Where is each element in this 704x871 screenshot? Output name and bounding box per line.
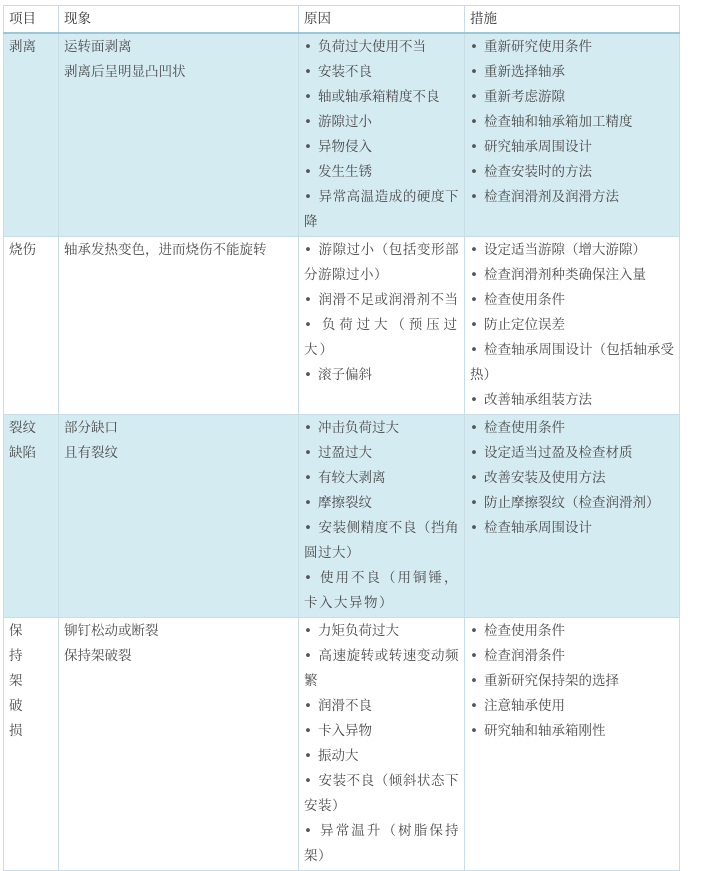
header-cause: 原因 — [299, 6, 465, 34]
measure-item: • 检查润滑剂种类确保注入量 — [470, 263, 674, 288]
table-row — [4, 33, 680, 237]
cause-item: • 摩擦裂纹 — [304, 491, 459, 516]
measure-item: • 检查安装时的方法 — [470, 160, 674, 185]
cause-item: • 有较大剥离 — [304, 466, 459, 491]
cause-item: • 冲击负荷过大 — [304, 416, 459, 441]
row-measures — [465, 33, 680, 237]
measure-item: • 重新研究使用条件 — [470, 35, 674, 60]
cause-item: • 负荷过大（预压过大） — [304, 313, 459, 363]
row-phenomena — [59, 415, 299, 618]
measure-item: • 检查使用条件 — [470, 619, 674, 644]
phenomenon-text: 部分缺口 — [64, 420, 118, 436]
row-causes — [299, 618, 465, 871]
header-item: 项目 — [4, 6, 59, 34]
row-measures — [465, 237, 680, 415]
phenomenon-text: 铆钉松动或断裂 — [64, 623, 159, 639]
measure-item: • 设定适当游隙（增大游隙） — [470, 238, 674, 263]
cause-item: • 过盈过大 — [304, 441, 459, 466]
row-item: 保持架破损 — [4, 618, 59, 871]
cause-item: • 异物侵入 — [304, 135, 459, 160]
row-causes — [299, 237, 465, 415]
cause-item: • 力矩负荷过大 — [304, 619, 459, 644]
cause-item: • 高速旋转或转速变动频繁 — [304, 644, 459, 694]
cause-item: • 润滑不良 — [304, 694, 459, 719]
row-phenomena — [59, 33, 299, 237]
measure-item: • 检查轴承周围设计 — [470, 516, 674, 541]
row-measures — [465, 415, 680, 618]
measure-item: • 研究轴承周围设计 — [470, 135, 674, 160]
phenomenon-text: 轴承发热变色，进而烧伤不能旋转 — [64, 242, 267, 258]
cause-item: • 异常高温造成的硬度下降 — [304, 185, 459, 235]
header-phenomenon: 现象 — [59, 6, 299, 34]
cause-item: • 异常温升（树脂保持架） — [304, 819, 459, 869]
row-causes — [299, 415, 465, 618]
cause-item: • 卡入异物 — [304, 719, 459, 744]
cause-item: • 负荷过大使用不当 — [304, 35, 459, 60]
measure-item: • 改善安装及使用方法 — [470, 466, 674, 491]
cause-item: • 润滑不足或润滑剂不当 — [304, 288, 459, 313]
measure-item: • 检查使用条件 — [470, 416, 674, 441]
phenomenon-text: 剥离后呈明显凸凹状 — [64, 64, 186, 80]
measure-item: • 注意轴承使用 — [470, 694, 674, 719]
phenomenon-text: 且有裂纹 — [64, 445, 118, 461]
measure-item: • 检查轴和轴承箱加工精度 — [470, 110, 674, 135]
cause-item: • 振动大 — [304, 744, 459, 769]
measure-item: • 重新考虑游隙 — [470, 85, 674, 110]
table-row — [4, 618, 680, 871]
measure-item: • 重新研究保持架的选择 — [470, 669, 674, 694]
measure-item: • 检查使用条件 — [470, 288, 674, 313]
cause-item: • 轴或轴承箱精度不良 — [304, 85, 459, 110]
measure-item: • 设定适当过盈及检查材质 — [470, 441, 674, 466]
measure-item: • 防止定位误差 — [470, 313, 674, 338]
row-phenomena — [59, 618, 299, 871]
row-item: 裂纹缺陷 — [4, 415, 59, 618]
cause-item: • 游隙过小 — [304, 110, 459, 135]
cause-item: • 使用不良（用铜锤，卡入大异物） — [304, 566, 459, 616]
measure-item: • 检查润滑条件 — [470, 644, 674, 669]
cause-item: • 安装侧精度不良（挡角圆过大） — [304, 516, 459, 566]
row-causes — [299, 33, 465, 237]
cause-item: • 安装不良 — [304, 60, 459, 85]
row-item: 烧伤 — [4, 237, 59, 415]
measure-item: • 检查润滑剂及润滑方法 — [470, 185, 674, 210]
phenomenon-text: 运转面剥离 — [64, 39, 132, 55]
measure-item: • 研究轴和轴承箱刚性 — [470, 719, 674, 744]
measure-item: • 防止摩擦裂纹（检查润滑剂） — [470, 491, 674, 516]
measure-item: • 重新选择轴承 — [470, 60, 674, 85]
table-row — [4, 237, 680, 415]
phenomenon-text: 保持架破裂 — [64, 648, 132, 664]
cause-item: • 滚子偏斜 — [304, 363, 459, 388]
row-item: 剥离 — [4, 33, 59, 237]
bearing-failure-table — [3, 5, 680, 871]
measure-item: • 改善轴承组装方法 — [470, 388, 674, 413]
cause-item: • 发生生锈 — [304, 160, 459, 185]
cause-item: • 安装不良（倾斜状态下安装） — [304, 769, 459, 819]
table-header-row — [4, 6, 680, 34]
row-phenomena — [59, 237, 299, 415]
table-row — [4, 415, 680, 618]
row-measures — [465, 618, 680, 871]
measure-item: • 检查轴承周围设计（包括轴承受热） — [470, 338, 674, 388]
cause-item: • 游隙过小（包括变形部分游隙过小） — [304, 238, 459, 288]
header-measure: 措施 — [465, 6, 680, 34]
